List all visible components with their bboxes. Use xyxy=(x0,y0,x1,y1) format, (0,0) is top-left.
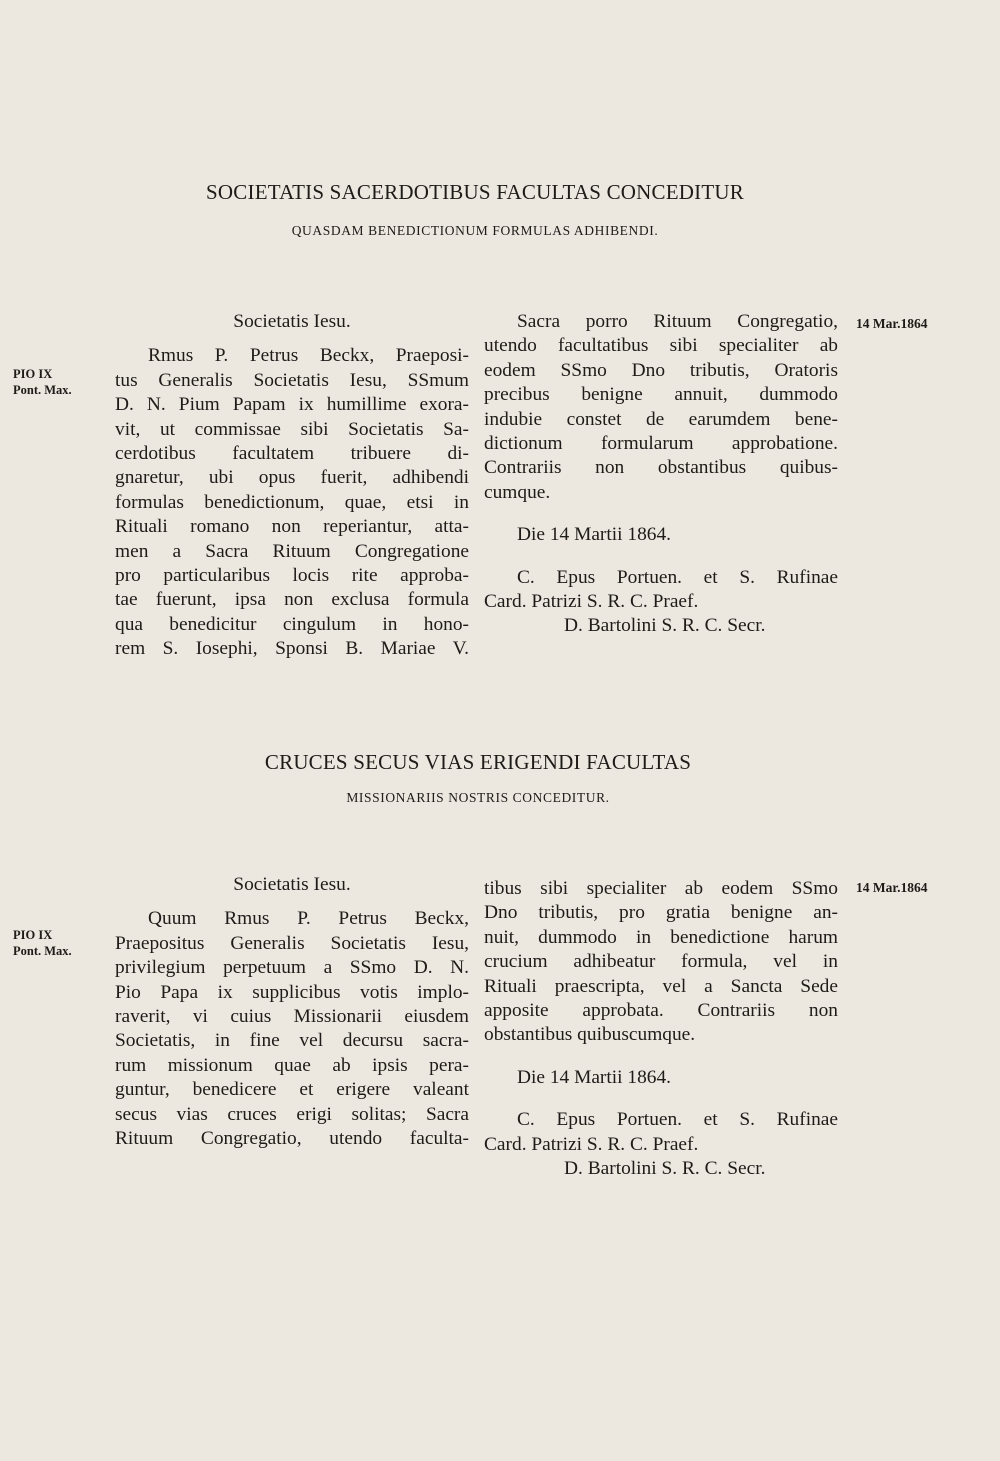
section1-margin-note xyxy=(13,366,72,398)
text-line: qua benedicitur cingulum in hono- xyxy=(115,613,469,635)
section2-margin-date: 14 Mar.1864 xyxy=(856,880,928,895)
signature-line: Card. Patrizi S. R. C. Praef. xyxy=(484,1133,699,1155)
text-line: utendo facultatibus sibi specialiter ab xyxy=(484,335,838,357)
text-line: cerdotibus facultatem tribuere di- xyxy=(115,442,469,464)
text-line: Contrariis non obstantibus quibus- xyxy=(484,457,838,479)
text-line: guntur, benedicere et erigere valeant xyxy=(115,1079,469,1101)
date-line: Die 14 Martii 1864. xyxy=(517,524,672,546)
text-line: pro particularibus locis rite approba- xyxy=(115,564,469,586)
signature-line: D. Bartolini S. R. C. Secr. xyxy=(564,615,766,637)
text-line: rum missionum quae ab ipsis pera- xyxy=(115,1054,469,1076)
section1-subtitle: QUASDAM BENEDICTIONUM FORMULAS ADHIBENDI. xyxy=(291,223,659,238)
text-line: crucium adhibeatur formula, vel in xyxy=(484,951,838,973)
section1-left-column xyxy=(115,310,469,661)
section2-margin-note xyxy=(13,927,72,959)
text-line: tae fuerunt, ipsa non exclusa formula xyxy=(115,589,469,611)
text-line: Rmus P. Petrus Beckx, Praeposi- xyxy=(148,345,469,367)
text-line: nuit, dummodo in benedictione harum xyxy=(484,926,838,948)
text-line: secus vias cruces erigi solitas; Sacra xyxy=(115,1103,469,1125)
text-line: Sacra porro Rituum Congregatio, xyxy=(517,311,838,332)
section2-subtitle: MISSIONARIIS NOSTRIS CONCEDITUR. xyxy=(346,790,610,805)
text-line: rem S. Iosephi, Sponsi B. Mariae V. xyxy=(115,638,469,660)
signature-line: Card. Patrizi S. R. C. Praef. xyxy=(484,590,699,612)
text-line: vit, ut commissae sibi Societatis Sa- xyxy=(115,418,469,440)
text-line: gnaretur, ubi opus fuerit, adhibendi xyxy=(115,467,469,489)
section1-right-column xyxy=(484,310,838,639)
text-line: Societatis Iesu. xyxy=(233,311,351,332)
section2-left-column xyxy=(115,873,469,1151)
text-line: Societatis, in fine vel decursu sacra- xyxy=(115,1030,469,1052)
section1-title: SOCIETATIS SACERDOTIBUS FACULTAS CONCEDITUR xyxy=(206,180,744,204)
text-line: Rituum Congregatio, utendo faculta- xyxy=(115,1127,469,1149)
text-line: privilegium perpetuum a SSmo D. N. xyxy=(115,957,469,979)
text-line: cumque. xyxy=(484,481,551,503)
signature-line: C. Epus Portuen. et S. Rufinae xyxy=(517,566,838,588)
text-line: Dno tributis, pro gratia benigne an- xyxy=(484,902,838,924)
text-line: eodem SSmo Dno tributis, Oratoris xyxy=(484,359,838,381)
text-line: men a Sacra Rituum Congregatione xyxy=(115,540,469,562)
text-line: Quum Rmus P. Petrus Beckx, xyxy=(148,908,469,930)
text-line: tus Generalis Societatis Iesu, SSmum xyxy=(115,369,469,391)
margin-pope: PIO IX xyxy=(13,928,53,942)
signature-line: D. Bartolini S. R. C. Secr. xyxy=(564,1157,766,1179)
text-line: dictionum formularum approbatione. xyxy=(484,432,838,454)
section2-right-column xyxy=(484,877,838,1181)
text-line: formulas benedictionum, quae, etsi in xyxy=(115,491,469,513)
margin-title: Pont. Max. xyxy=(13,944,72,958)
text-line: Societatis Iesu. xyxy=(233,874,351,895)
margin-pope: PIO IX xyxy=(13,367,53,381)
section2-title: CRUCES SECUS VIAS ERIGENDI FACULTAS xyxy=(264,750,692,774)
text-line: obstantibus quibuscumque. xyxy=(484,1024,696,1046)
text-line: Praepositus Generalis Societatis Iesu, xyxy=(115,932,469,954)
text-line: Rituali praescripta, vel a Sancta Sede xyxy=(484,975,838,997)
text-line: Rituali romano non reperiantur, atta- xyxy=(115,516,469,538)
text-line: D. N. Pium Papam ix humillime exora- xyxy=(115,394,469,416)
signature-line: C. Epus Portuen. et S. Rufinae xyxy=(517,1109,838,1131)
text-line: Pio Papa ix supplicibus votis implo- xyxy=(115,981,469,1003)
text-line: indubie constet de earumdem bene- xyxy=(484,408,838,430)
margin-title: Pont. Max. xyxy=(13,383,72,397)
date-line: Die 14 Martii 1864. xyxy=(517,1066,672,1088)
text-line: tibus sibi specialiter ab eodem SSmo xyxy=(484,878,838,899)
section1-margin-date: 14 Mar.1864 xyxy=(856,316,928,331)
text-line: apposite approbata. Contrariis non xyxy=(484,999,838,1021)
text-line: precibus benigne annuit, dummodo xyxy=(484,384,838,406)
text-line: raverit, vi cuius Missionarii eiusdem xyxy=(115,1005,469,1027)
